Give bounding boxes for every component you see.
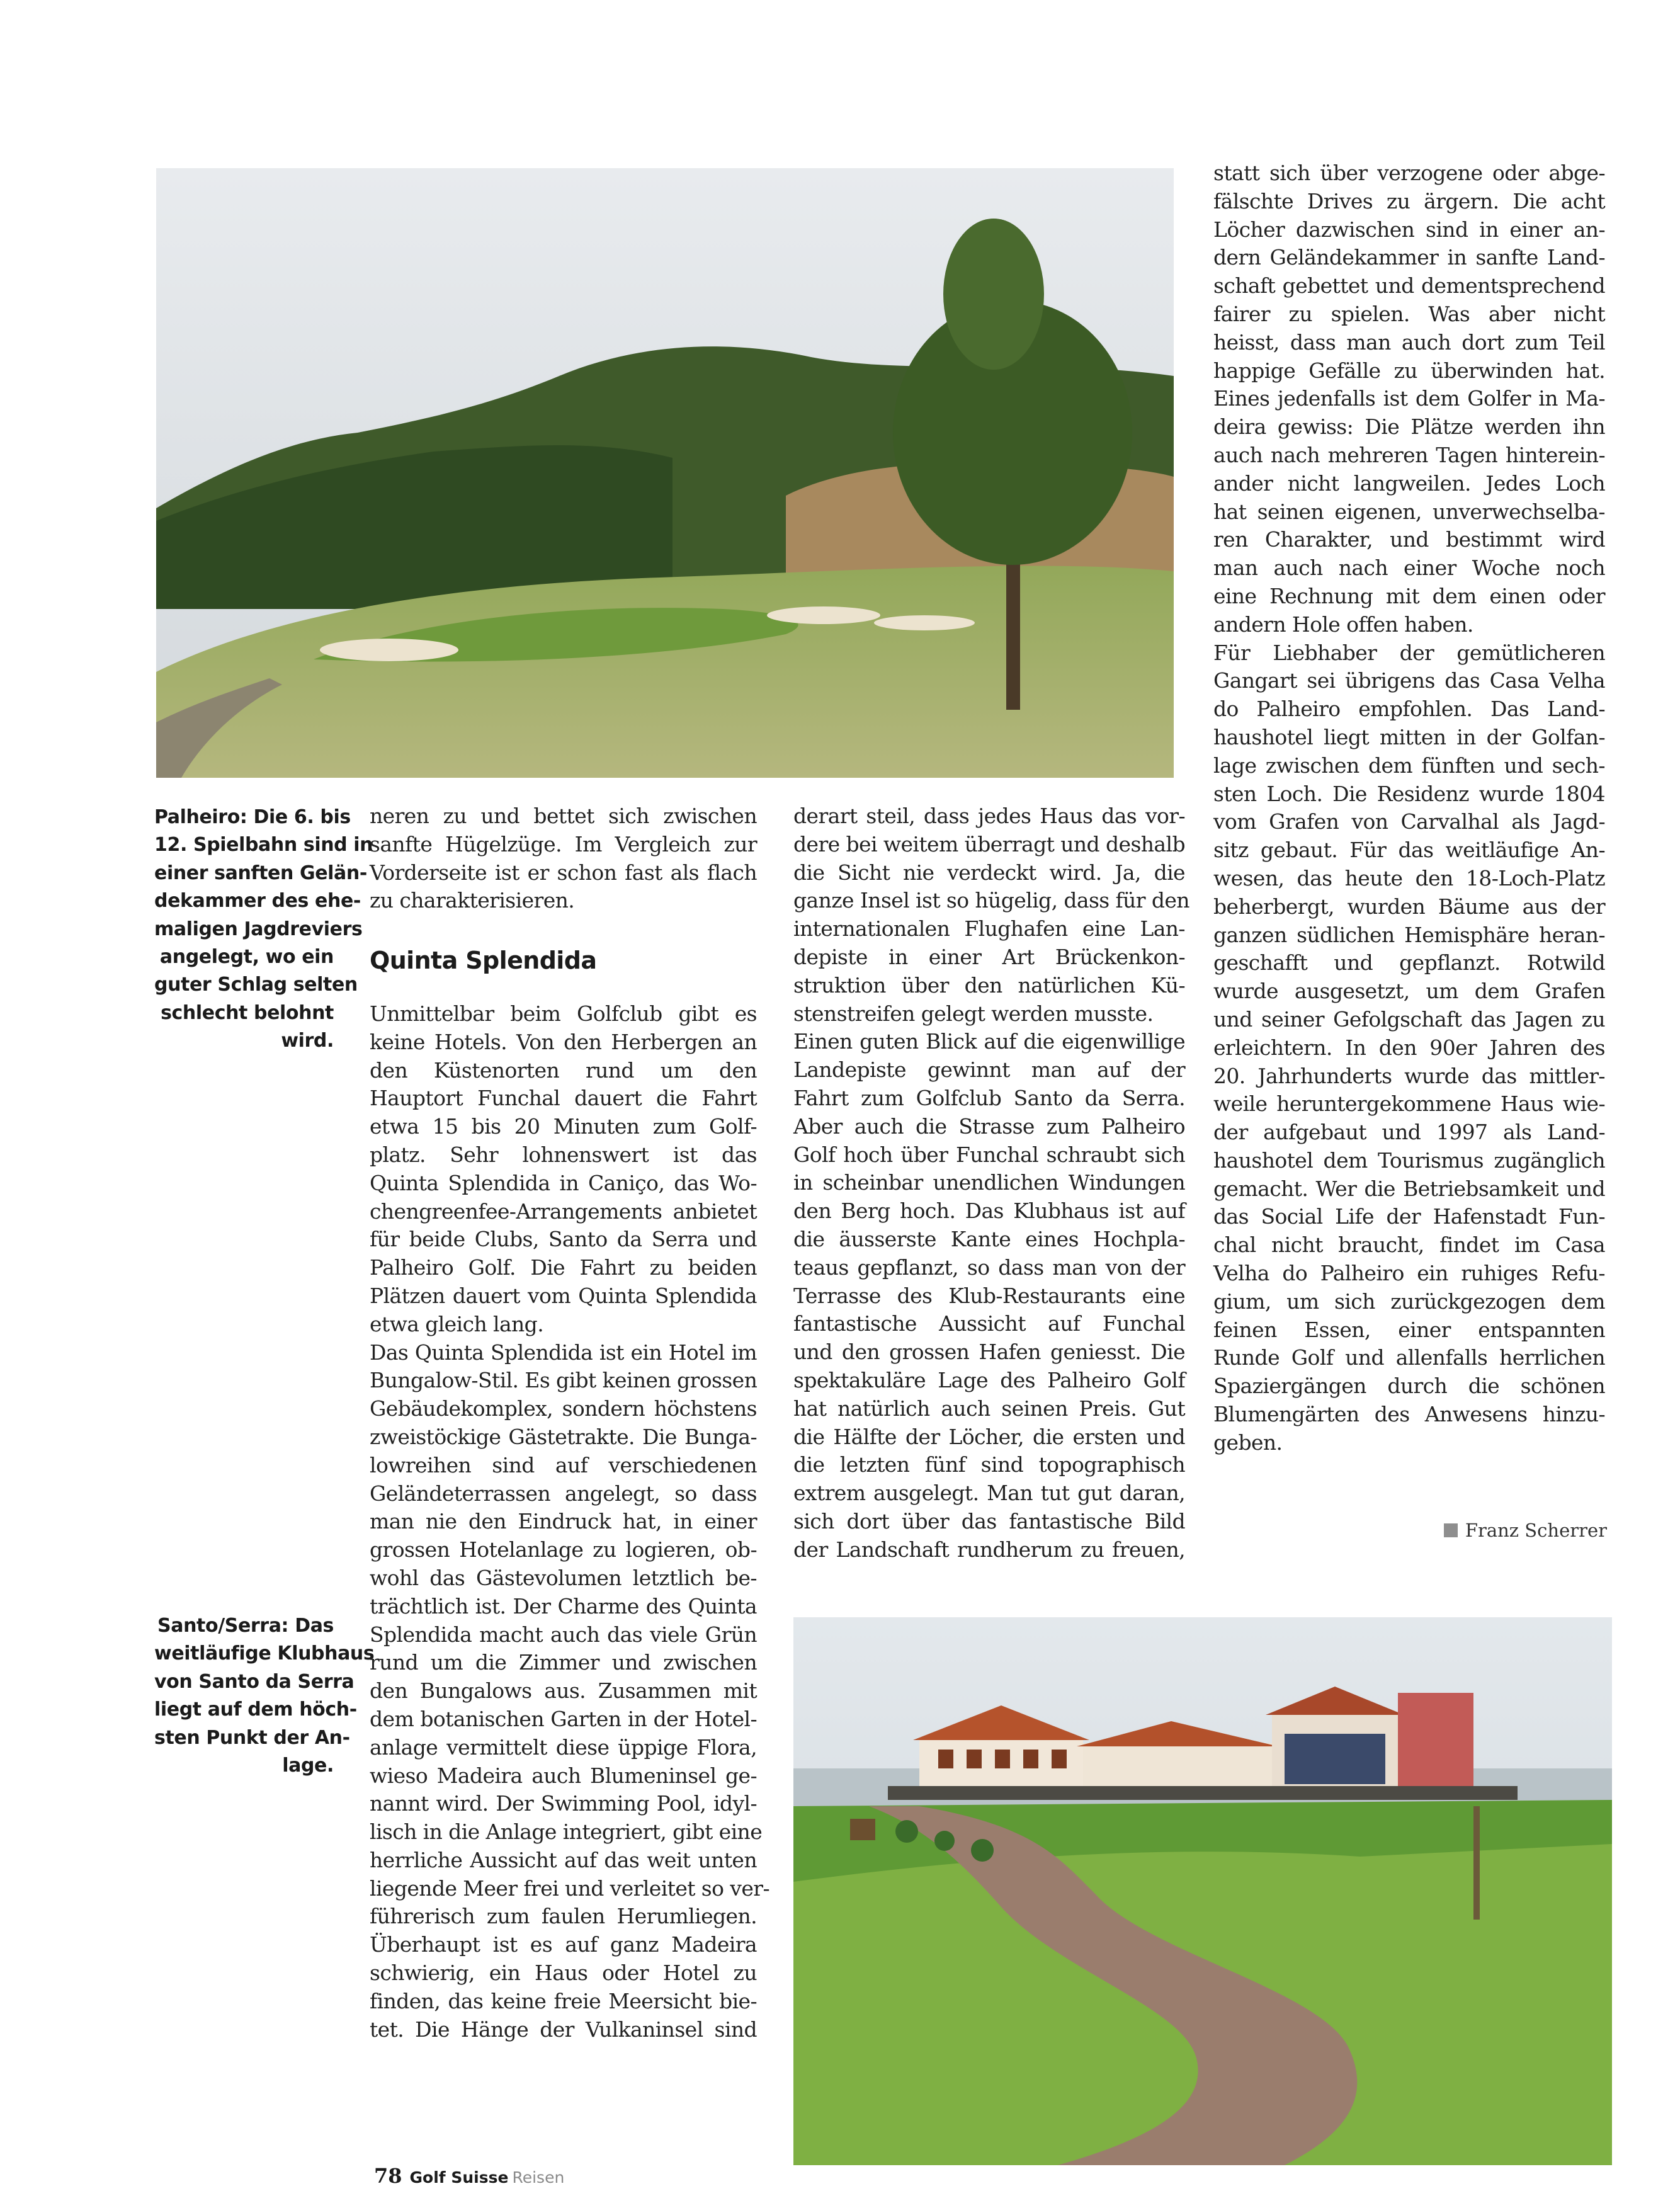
caption-line: sten Punkt der An- (154, 1726, 350, 1749)
section-name: Reisen (512, 2168, 565, 2187)
text-line: wesen, das heute den 18-Loch-Platz (1213, 865, 1605, 891)
text-line: schaft gebettet und dementsprechend (1213, 273, 1605, 299)
text-line: gium, um sich zurückgezogen dem (1213, 1289, 1605, 1314)
text-line: ganze Insel ist so hügelig, dass für den (793, 888, 1189, 913)
text-line: anlage vermittelt diese üppige Flora, (370, 1734, 757, 1760)
text-line: etwa 15 bis 20 Minuten zum Golf- (370, 1114, 757, 1139)
text-line: den Berg hoch. Das Klubhaus ist auf (793, 1198, 1185, 1224)
text-line: man auch nach einer Woche noch (1213, 555, 1605, 581)
text-line: liegende Meer frei und verleitet so ver- (370, 1875, 770, 1901)
text-line: zweistöckige Gästetrakte. Die Bunga- (370, 1424, 757, 1449)
caption-line: 12. Spielbahn sind in (154, 834, 373, 856)
text-line: wohl das Gästevolumen letztlich be- (370, 1565, 757, 1590)
text-line: führerisch zum faulen Herumliegen. (370, 1904, 757, 1929)
text-line: dem botanischen Garten in der Hotel- (370, 1706, 757, 1731)
text-line: die Sicht nie verdeckt wird. Ja, die (793, 860, 1185, 885)
text-line: beherbergt, wurden Bäume aus der (1213, 894, 1605, 919)
caption-line: von Santo da Serra (154, 1670, 355, 1693)
article-column-1 (370, 802, 770, 2044)
text-line: Fahrt zum Golfclub Santo da Serra. (793, 1085, 1185, 1110)
text-line: platz. Sehr lohnenswert ist das (370, 1142, 757, 1167)
text-line: lowreihen sind auf verschiedenen (370, 1452, 757, 1477)
page-footer (374, 2164, 564, 2188)
author-byline (1444, 1520, 1607, 1541)
text-line: herrliche Aussicht auf das weit unten (370, 1847, 757, 1872)
text-line: das Social Life der Hafenstadt Fun- (1213, 1204, 1605, 1229)
text-line: erleichtern. In den 90er Jahren des (1213, 1035, 1605, 1060)
caption-line: dekammer des ehe- (154, 890, 361, 913)
text-line: weile heruntergekommene Haus wie- (1213, 1091, 1605, 1117)
text-line: in scheinbar unendlichen Windungen (793, 1170, 1185, 1195)
text-line: hat seinen eigenen, unverwechselba- (1213, 499, 1605, 524)
text-line: internationalen Flughafen eine Lan- (793, 916, 1185, 942)
caption-line: Palheiro: Die 6. bis (154, 806, 351, 828)
text-line: tet. Die Hänge der Vulkaninsel sind (370, 2017, 757, 2042)
text-line: Terrasse des Klub-Restaurants eine (793, 1283, 1185, 1308)
text-line: Geländeterrassen angelegt, so dass (370, 1481, 757, 1506)
text-line: hat natürlich auch seinen Preis. Gut (793, 1396, 1185, 1421)
text-line: keine Hotels. Von den Herbergen an (370, 1029, 757, 1054)
text-line: Landepiste gewinnt man auf der (793, 1057, 1185, 1083)
text-line: für beide Clubs, Santo da Serra und (370, 1227, 757, 1252)
text-line: die äusserste Kante eines Hochpla- (793, 1226, 1185, 1251)
golf-course-photo (156, 168, 1174, 778)
page-number: 78 (374, 2164, 402, 2188)
text-line: Golf hoch über Funchal schraubt sich (793, 1142, 1185, 1167)
clubhouse-photo (793, 1617, 1612, 2165)
text-line: deira gewiss: Die Plätze werden ihn (1213, 414, 1605, 440)
text-line: feinen Essen, einer entspannten (1213, 1317, 1605, 1342)
text-line: wieso Madeira auch Blumeninsel ge- (370, 1763, 757, 1788)
caption-line: wird. (281, 1030, 334, 1052)
spacer (370, 915, 757, 943)
text-line: Löcher dazwischen sind in einer an- (1213, 217, 1605, 242)
text-line: und den grossen Hafen geniesst. Die (793, 1340, 1185, 1365)
text-line: geben. (1213, 1430, 1283, 1455)
text-line: Splendida macht auch das viele Grün (370, 1622, 757, 1647)
caption-line: schlecht belohnt (161, 1001, 334, 1024)
text-line: do Palheiro empfohlen. Das Land- (1213, 697, 1605, 722)
caption-line: maligen Jagdreviers (154, 918, 363, 940)
text-line: der aufgebaut und 1997 als Land- (1213, 1120, 1605, 1145)
text-line: Für Liebhaber der gemütlicheren (1213, 640, 1605, 665)
text-line: Runde Golf und allenfalls herrlichen (1213, 1345, 1605, 1370)
text-line: chengreenfee-Arrangements anbietet (370, 1198, 757, 1224)
author-name: Franz Scherrer (1465, 1520, 1607, 1541)
text-line: sitz gebaut. Für das weitläufige An- (1213, 838, 1605, 863)
text-line: ren Charakter, und bestimmt wird (1213, 527, 1605, 552)
text-line: haushotel liegt mitten in der Golfan- (1213, 724, 1605, 749)
text-line: Das Quinta Splendida ist ein Hotel im (370, 1340, 757, 1365)
text-line: Palheiro Golf. Die Fahrt zu beiden (370, 1255, 757, 1280)
text-line: Vorderseite ist er schon fast als flach (370, 860, 757, 885)
spacer (370, 977, 757, 1000)
text-line: etwa gleich lang. (370, 1311, 544, 1336)
end-square-icon (1444, 1523, 1458, 1537)
text-line: gemacht. Wer die Betriebsamkeit und (1213, 1176, 1605, 1201)
caption-line: guter Schlag selten (154, 974, 358, 996)
text-line: ganzen südlichen Hemisphäre heran- (1213, 922, 1605, 947)
text-line: Unmittelbar beim Golfclub gibt es (370, 1001, 757, 1026)
caption-palheiro (154, 804, 373, 1056)
magazine-name: Golf Suisse (409, 2168, 509, 2187)
caption-line: liegt auf dem höch- (154, 1699, 357, 1721)
text-line: spektakuläre Lage des Palheiro Golf (793, 1367, 1185, 1392)
text-line: trächtlich ist. Der Charme des Quinta (370, 1593, 757, 1619)
text-line: Gangart sei übrigens das Casa Velha (1213, 668, 1605, 693)
text-line: Eines jedenfalls ist dem Golfer in Ma- (1213, 386, 1605, 411)
text-line: Spaziergängen durch die schönen (1213, 1374, 1605, 1399)
caption-line: einer sanften Gelän- (154, 862, 367, 884)
text-line: sanfte Hügelzüge. Im Vergleich zur (370, 831, 757, 856)
caption-line: weitläufige Klubhaus (154, 1642, 375, 1665)
text-line: sten Loch. Die Residenz wurde 1804 (1213, 781, 1605, 806)
text-line: fantastische Aussicht auf Funchal (793, 1311, 1185, 1336)
text-line: nannt wird. Der Swimming Pool, idyl- (370, 1791, 757, 1816)
article-column-3 (1213, 159, 1605, 1457)
text-line: eine Rechnung mit dem einen oder (1213, 583, 1605, 608)
text-line: depiste in einer Art Brückenkon- (793, 944, 1185, 969)
text-line: dern Geländekammer in sanfte Land- (1213, 245, 1605, 270)
text-line: dere bei weitem überragt und deshalb (793, 831, 1185, 856)
text-line: Blumengärten des Anwesens hinzu- (1213, 1402, 1605, 1427)
text-line: Aber auch die Strasse zum Palheiro (793, 1113, 1185, 1139)
text-line: schwierig, ein Haus oder Hotel zu (370, 1960, 757, 1986)
text-line: der Landschaft rundherum zu freuen, (793, 1537, 1185, 1562)
text-line: Gebäudekomplex, sondern höchstens (370, 1396, 757, 1421)
section-heading: Quinta Splendida (370, 946, 597, 974)
text-line: andern Hole offen haben. (1213, 612, 1473, 637)
text-line: struktion über den natürlichen Kü- (793, 972, 1185, 998)
text-line: Velha do Palheiro ein ruhiges Refu- (1213, 1261, 1605, 1286)
text-line: Hauptort Funchal dauert die Fahrt (370, 1086, 757, 1111)
text-line: happige Gefälle zu überwinden hat. (1213, 358, 1605, 383)
text-line: Bungalow-Stil. Es gibt keinen grossen (370, 1368, 758, 1393)
text-line: sich dort über das fantastische Bild (793, 1508, 1185, 1534)
text-line: finden, das keine freie Meersicht bie- (370, 1988, 757, 2013)
text-line: wurde ausgesetzt, um dem Grafen (1213, 979, 1605, 1004)
text-line: Quinta Splendida in Caniço, das Wo- (370, 1170, 757, 1195)
text-line: den Küstenorten rund um den (370, 1057, 757, 1083)
text-line: den Bungalows aus. Zusammen mit (370, 1678, 757, 1704)
text-line: heisst, dass man auch dort zum Teil (1213, 329, 1605, 355)
text-line: auch nach mehreren Tagen hinterein- (1213, 442, 1605, 467)
text-line: chal nicht braucht, findet im Casa (1213, 1232, 1605, 1258)
caption-line: angelegt, wo ein (159, 946, 334, 969)
text-line: extrem ausgelegt. Man tut gut daran, (793, 1481, 1185, 1506)
text-line: Plätzen dauert vom Quinta Splendida (370, 1283, 757, 1308)
text-line: 20. Jahrhunderts wurde das mittler- (1213, 1063, 1605, 1088)
text-line: geschafft und gepflanzt. Rotwild (1213, 950, 1605, 976)
text-line: vom Grafen von Carvalhal als Jagd- (1213, 809, 1605, 834)
text-line: fälschte Drives zu ärgern. Die acht (1213, 188, 1605, 213)
article-column-2 (793, 802, 1189, 1564)
text-line: statt sich über verzogene oder abge- (1213, 161, 1605, 185)
caption-line: Santo/Serra: Das (157, 1615, 334, 1637)
caption-santo-serra (154, 1612, 375, 1780)
text-line: lage zwischen dem fünften und sech- (1213, 753, 1605, 778)
text-line: derart steil, dass jedes Haus das vor- (793, 804, 1185, 828)
text-line: grossen Hotelanlage zu logieren, ob- (370, 1537, 757, 1562)
text-line: die letzten fünf sind topographisch (793, 1452, 1185, 1477)
text-line: Einen guten Blick auf die eigenwillige (793, 1029, 1185, 1054)
text-line: zu charakterisieren. (370, 888, 575, 913)
text-line: neren zu und bettet sich zwischen (370, 804, 757, 828)
text-line: ander nicht langweilen. Jedes Loch (1213, 470, 1605, 496)
text-line: rund um die Zimmer und zwischen (370, 1650, 757, 1675)
text-line: und seiner Gefolgschaft das Jagen zu (1213, 1006, 1605, 1032)
text-line: teaus gepflanzt, so dass man von der (793, 1255, 1185, 1280)
text-line: die Hälfte der Löcher, die ersten und (793, 1424, 1185, 1449)
text-line: stenstreifen gelegt werden musste. (793, 1001, 1154, 1026)
text-line: Überhaupt ist es auf ganz Madeira (370, 1932, 757, 1957)
text-line: man nie den Eindruck hat, in einer (370, 1509, 757, 1534)
text-line: lisch in die Anlage integriert, gibt eine (370, 1819, 763, 1845)
caption-line: lage. (282, 1755, 334, 1777)
text-line: fairer zu spielen. Was aber nicht (1213, 301, 1605, 326)
text-line: haushotel dem Tourismus zugänglich (1213, 1147, 1605, 1173)
